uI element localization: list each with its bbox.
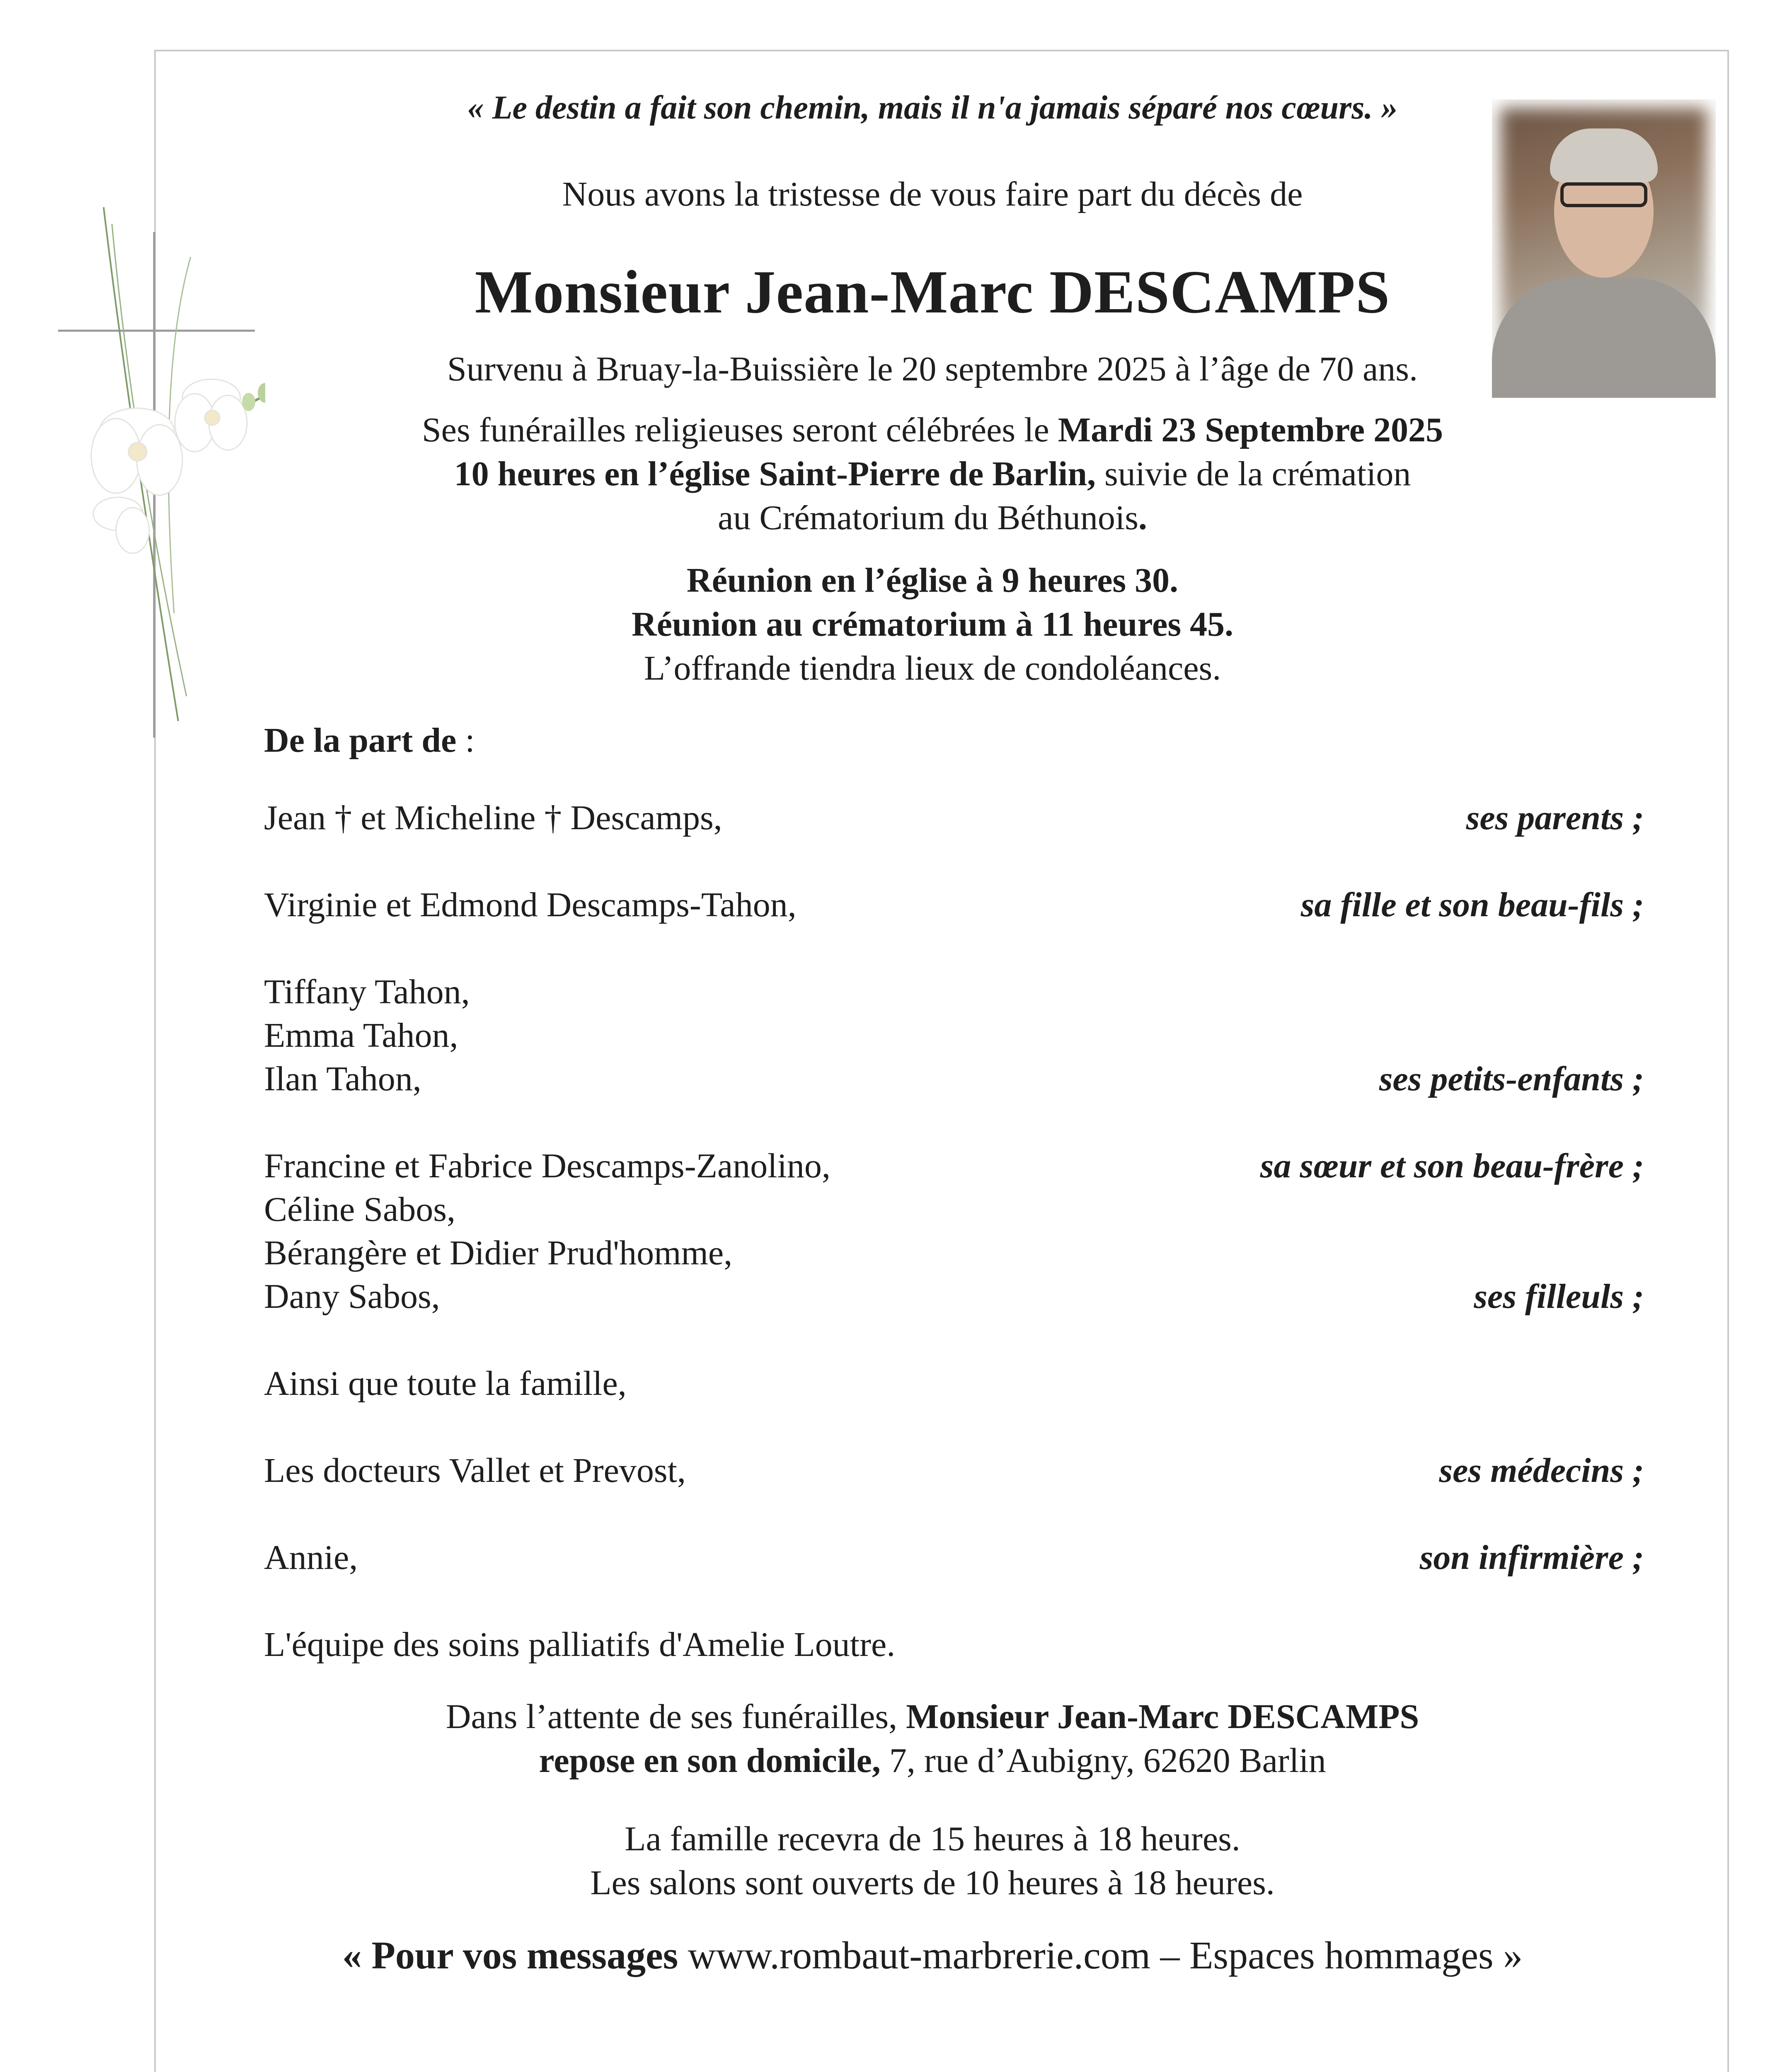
family-relation: ses filleuls ; (1474, 1277, 1644, 1316)
death-details: Survenu à Bruay-la-Buissière le 20 septembre 2025 à l’âge de 70 ans. (447, 350, 1418, 388)
family-names: Tiffany Tahon, (264, 973, 470, 1011)
family-row (264, 1276, 1644, 1322)
orchid-bud (242, 393, 255, 411)
orchid-flower (93, 497, 149, 553)
orchid-flower (175, 379, 247, 452)
family-names: Ainsi que toute la famille, (264, 1364, 627, 1403)
family-row (264, 1233, 1644, 1278)
funeral-line1-prefix: Ses funérailles religieuses seront célébrées le (421, 411, 1058, 449)
repose-line1-prefix: Dans l’attente de ses funérailles, (446, 1697, 906, 1736)
crematorium-name: au Crématorium du Béthunois (718, 499, 1138, 537)
crematorium-dot: . (1138, 499, 1147, 537)
family-relation: ses médecins ; (1439, 1451, 1644, 1490)
family-names: Dany Sabos, (264, 1277, 440, 1316)
funeral-line2-suffix: suivie de la crémation (1096, 455, 1411, 493)
family-row (264, 1624, 1644, 1670)
family-relation: ses petits-enfants ; (1379, 1060, 1644, 1098)
orchid-flower (91, 408, 182, 495)
family-row (264, 1189, 1644, 1235)
deceased-name: Monsieur Jean-Marc DESCAMPS (475, 258, 1390, 326)
messages-label: « Pour vos messages (342, 1934, 678, 1977)
family-row (264, 1059, 1644, 1104)
family-names: Annie, (264, 1538, 358, 1577)
messages-line (290, 1933, 1575, 1978)
family-names: Céline Sabos, (264, 1190, 455, 1229)
family-row (264, 1537, 1644, 1583)
funeral-date: Mardi 23 Septembre 2025 (1058, 411, 1443, 449)
visiting-hours (290, 1817, 1575, 1905)
family-relation: son infirmière ; (1419, 1538, 1644, 1577)
family-relation: sa sœur et son beau-frère ; (1260, 1147, 1644, 1185)
funeral-details (290, 408, 1575, 540)
repose-place: repose en son domicile, (539, 1741, 881, 1780)
family-names: Ilan Tahon, (264, 1060, 421, 1098)
family-names: Bérangère et Didier Prud'homme, (264, 1234, 733, 1272)
repose-name: Monsieur Jean-Marc DESCAMPS (906, 1697, 1419, 1736)
from-label: De la part de : (264, 721, 475, 760)
cross-orchid-decoration (50, 199, 265, 738)
family-relation: ses parents ; (1466, 799, 1644, 837)
salon-hours: Les salons sont ouverts de 10 heures à 18 heures. (590, 1864, 1275, 1902)
crematorium-meeting: Réunion au crématorium à 11 heures 45. (631, 605, 1234, 644)
family-names: Virginie et Edmond Descamps-Tahon, (264, 886, 797, 924)
meeting-details (290, 559, 1575, 690)
family-row (264, 1363, 1644, 1409)
family-row (264, 972, 1644, 1017)
family-row (264, 1450, 1644, 1496)
family-names: Emma Tahon, (264, 1016, 458, 1055)
family-visit-hours: La famille recevra de 15 heures à 18 heures. (625, 1820, 1240, 1858)
announcement-intro: Nous avons la tristesse de vous faire part du décès de (562, 175, 1303, 213)
offering-note: L’offrande tiendra lieux de condoléances. (644, 649, 1221, 687)
family-names: Francine et Fabrice Descamps-Zanolino, (264, 1147, 831, 1185)
family-names: L'équipe des soins palliatifs d'Amelie Loutre. (264, 1625, 896, 1664)
repose-address: 7, rue d’Aubigny, 62620 Barlin (880, 1741, 1326, 1780)
family-row (264, 1015, 1644, 1061)
family-row (264, 885, 1644, 930)
funeral-church: 10 heures en l’église Saint-Pierre de Barlin, (454, 455, 1096, 493)
repose-details (290, 1695, 1575, 1783)
church-meeting: Réunion en l’église à 9 heures 30. (686, 561, 1179, 600)
family-relation: sa fille et son beau-fils ; (1300, 886, 1644, 924)
family-names: Jean † et Micheline † Descamps, (264, 799, 722, 837)
family-row (264, 798, 1644, 843)
family-row (264, 1146, 1644, 1191)
messages-website[interactable]: www.rombaut-marbrerie.com – Espaces hommages » (678, 1934, 1523, 1977)
epitaph-quote: « Le destin a fait son chemin, mais il n'a jamais séparé nos cœurs. » (467, 90, 1398, 126)
family-names: Les docteurs Vallet et Prevost, (264, 1451, 686, 1490)
